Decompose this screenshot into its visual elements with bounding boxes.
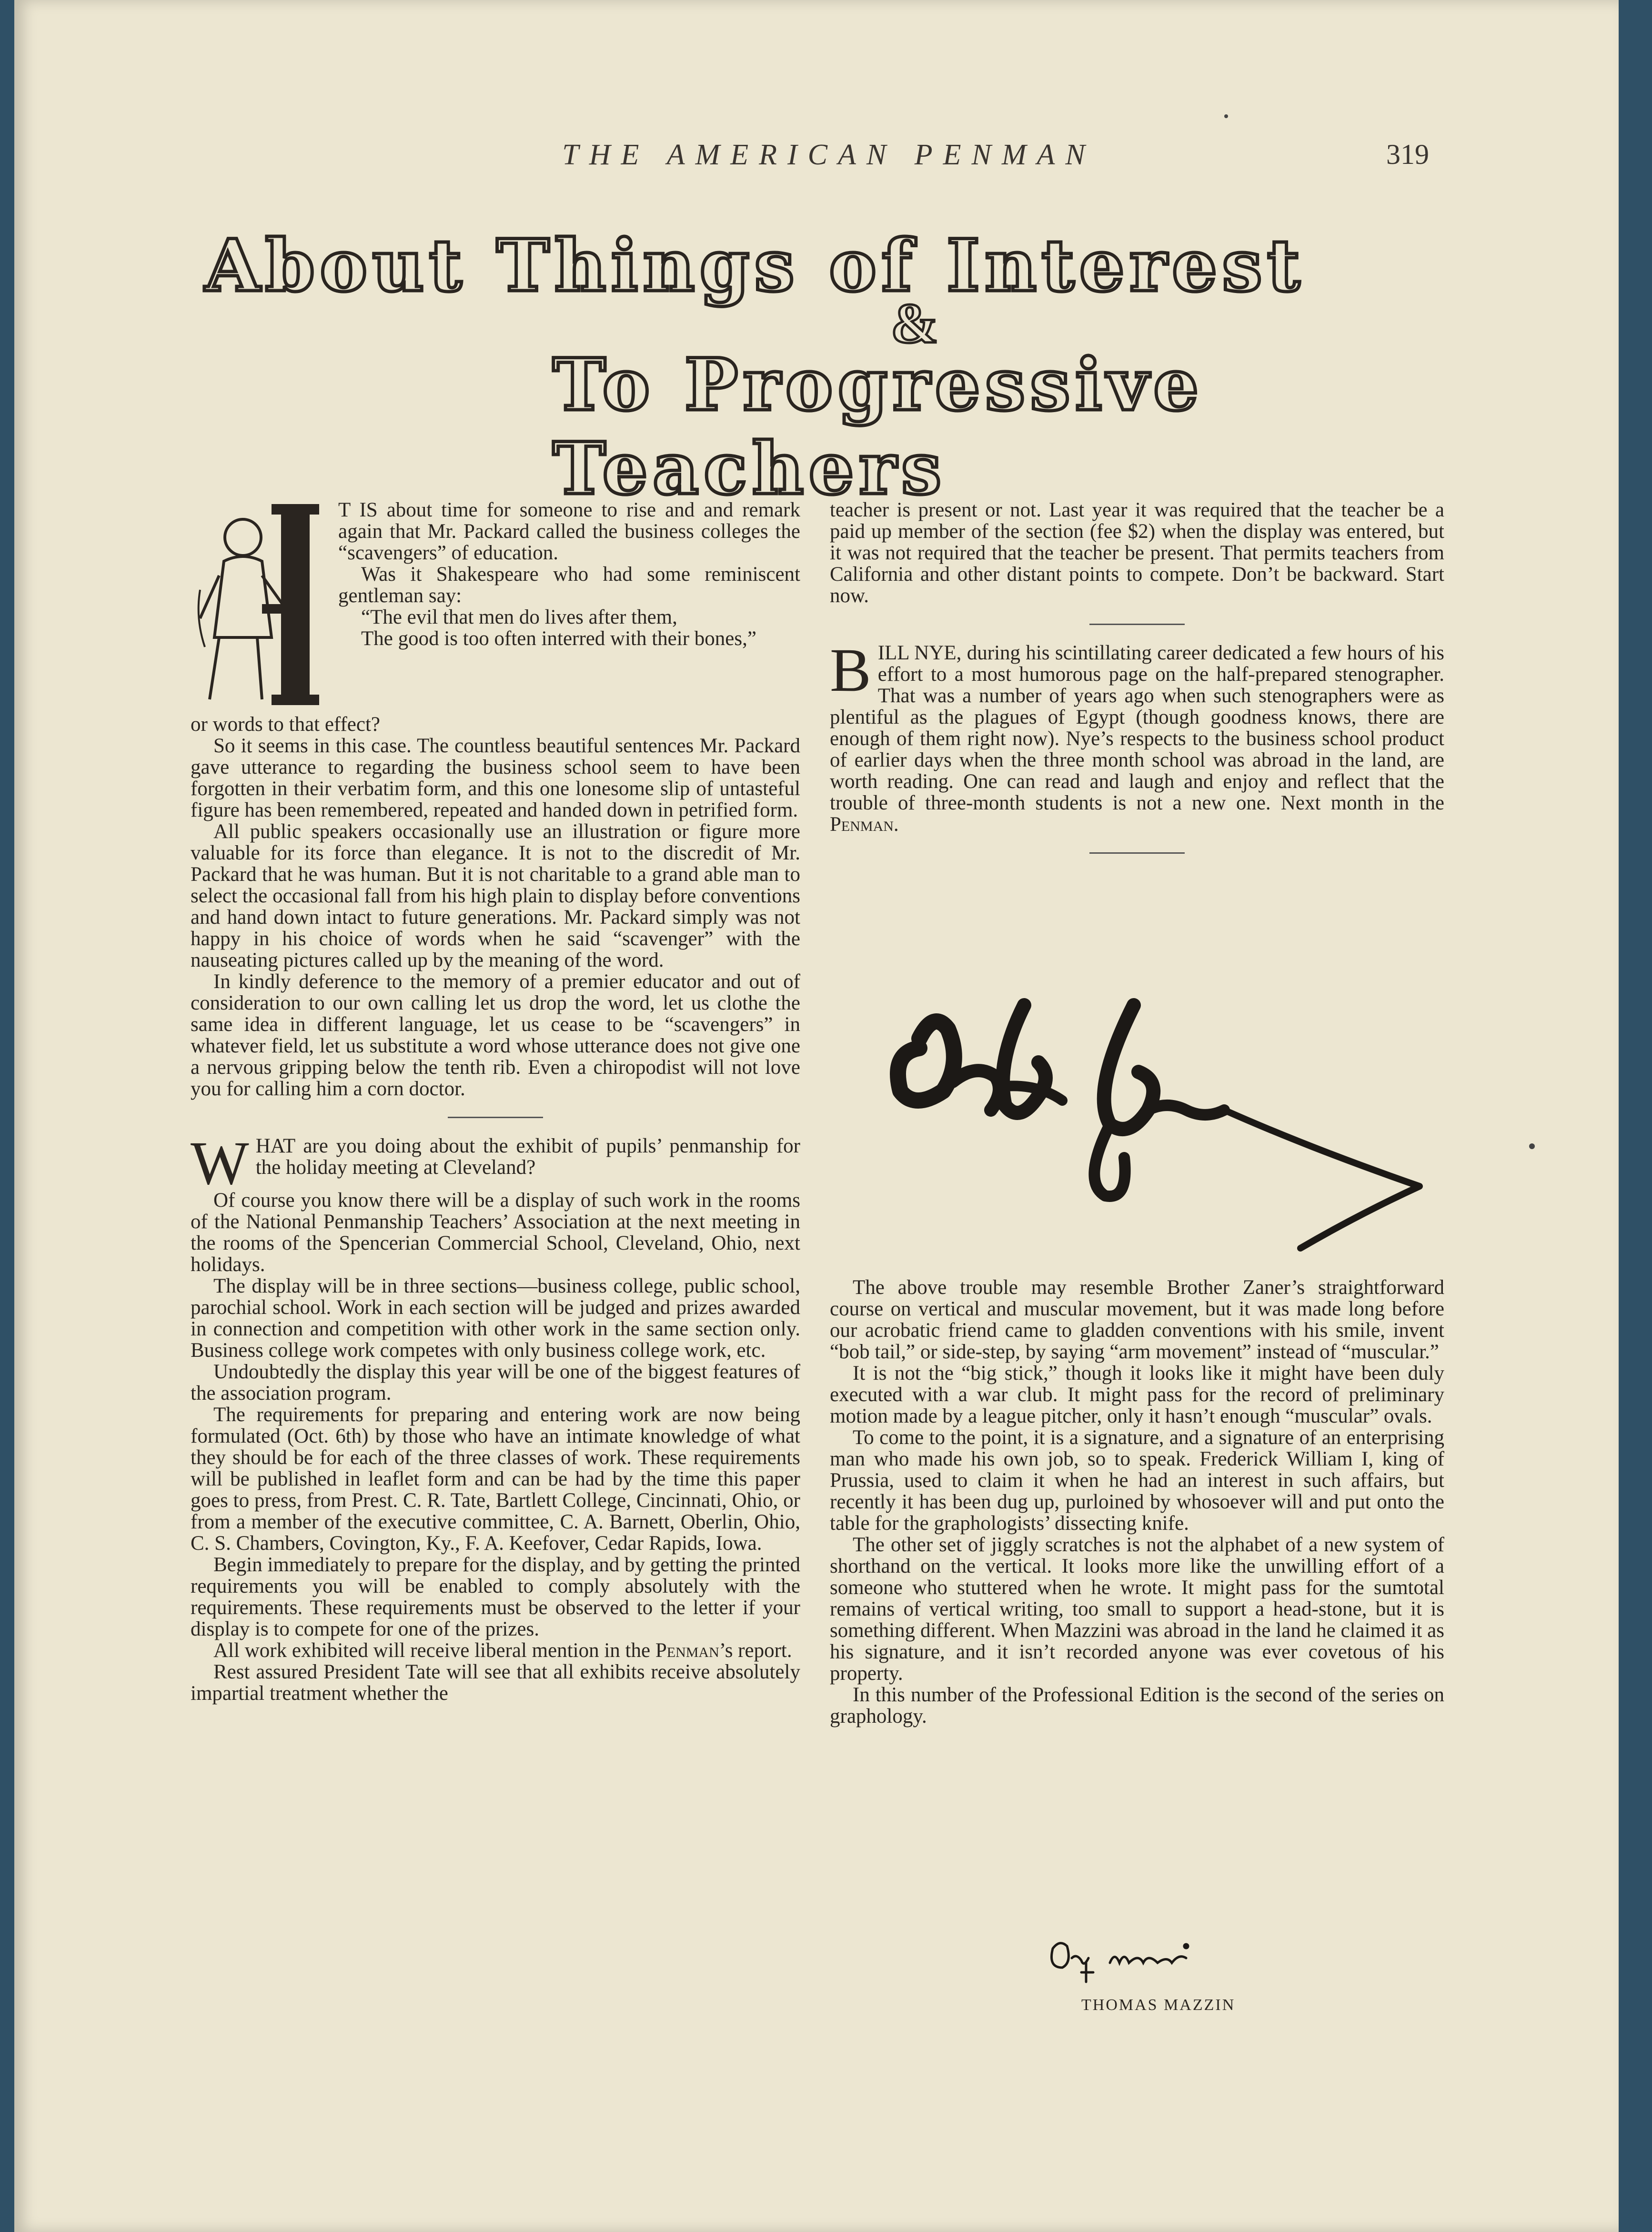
- article2-paragraph-5: The requirements for preparing and entering work are now being formulated (Oct. 6th) by those who have an intimate knowledge of what they should be for each of the three classes of work. These requirements will be published in leaflet form and can be had by the time this paper goes to press, from Prest. C. R. Tate, Bartlett College, Cincinnati, Ohio, or from a member of the executive committee, C. A. Barnett, Oberlin, Ohio, C. S. Chambers, Covington, Ky., F. A. Keefover, Cedar Rapids, Iowa.: [191, 1404, 800, 1555]
- article1-paragraph-4: So it seems in this case. The countless beautiful sentences Mr. Packard gave utterance to regarding the business school seem to have been forgotten in their verbatim form, and this one lonesome slip of untasteful figure has been remembered, repeated and handed down in petrified form.: [191, 735, 800, 821]
- article2-p7-text: All work exhibited will receive liberal mention in the: [213, 1639, 655, 1662]
- article1-paragraph-3: or words to that effect?: [191, 713, 381, 736]
- article2-p7-end: ’s report.: [719, 1639, 792, 1662]
- illustrated-drop-cap-icon: [191, 495, 329, 714]
- article2-paragraph-2: Of course you know there will be a display of such work in the rooms of the National Penmanship Teachers’ Association at the next meeting in the rooms of the Spencerian Commercial School, Cleveland, Ohio, next holidays.: [191, 1189, 800, 1276]
- signature-caption: THOMAS MAZZIN: [1081, 1996, 1236, 2014]
- article2-paragraph-4: Undoubtedly the display this year will be one of the biggest features of the association program.: [191, 1361, 800, 1404]
- section-divider: [448, 1117, 543, 1118]
- article1-paragraph-5: All public speakers occasionally use an illustration or figure more valuable for its force than elegance. It is not to the discredit of Mr. Packard that he was human. But it is not charitable to a grand able man to select the occasional fall from his high plain to display before conventions and hand down intact to future generations. Mr. Packard simply was not happy in his choice of words when he said “scavenger” with the nauseating pictures called up by the meaning of the word.: [191, 820, 800, 971]
- article1-quote-2: The good is too often interred with their bones,”: [361, 627, 756, 650]
- article4-paragraph-1: The above trouble may resemble Brother Zaner’s straightforward course on vertical and muscular movement, but it was made long before our acrobatic friend came to gladden conventions with his smile, invent “bob tail,” or side-step, by saying “arm movement” instead of “muscular.”: [830, 1276, 1444, 1363]
- page: [14, 0, 1619, 2232]
- page-speck: [1224, 114, 1228, 118]
- article1-paragraph-6: In kindly deference to the memory of a premier educator and out of consideration to our own calling let us drop the word, let us clothe the same idea in different language, let us cease to be “scavengers” in whatever field, let us substitute a word whose utterance does not give one a nervous gripping below the tenth rib. Even a chiropodist will not love you for calling him a corn doctor.: [191, 970, 800, 1100]
- section-divider: [1089, 852, 1185, 854]
- article4-paragraph-5: In this number of the Professional Edition is the second of the series on graphology.: [830, 1684, 1444, 1727]
- page-speck: [1529, 1143, 1535, 1149]
- article2-paragraph-7: [191, 1640, 800, 1661]
- drop-cap-w: W: [191, 1129, 249, 1198]
- page-number: 319: [1386, 139, 1429, 170]
- article2-paragraph-3: The display will be in three sections—business college, public school, parochial school. Work in each section will be judged and prizes awarded in connection and competition with other work in the same section only. Business college work competes with only business college work, etc.: [191, 1275, 800, 1362]
- article1-paragraph-2: Was it Shakespeare who had some reminiscent gentleman say:: [338, 563, 800, 607]
- right-column-bottom: [830, 1277, 1444, 1727]
- section-divider: [1089, 624, 1185, 625]
- article4-paragraph-3: To come to the point, it is a signature, and a signature of an enterprising man who made his own job, so to speak. Frederick William I, king of Prussia, used to claim it when he had an interest in such affairs, but recently it has been dug up, purloined by whosoever will and put onto the table for the graphologists’ dissecting knife.: [830, 1426, 1444, 1535]
- article4-paragraph-2: It is not the “big stick,” though it looks like it might have been duly executed with a war club. It might pass for the record of preliminary motion made by a league pitcher, only it hasn’t enough “muscular” ovals.: [830, 1362, 1444, 1427]
- article1-paragraph-1: T IS about time for someone to rise and and remark again that Mr. Packard called the business colleges the “scavengers” of education.: [338, 499, 800, 564]
- penman-smallcaps: Penman: [830, 813, 894, 836]
- right-column-top: [830, 499, 1444, 871]
- article4-paragraph-4: The other set of jiggly scratches is not the alphabet of a new system of shorthand on the vertical. It looks more like the unwilling effort of a someone who stuttered when he wrote. It might pass for the sumtotal remains of vertical writing, too small to support a head-stone, but it is something different. When Mazzini was abroad in the land he claimed it as his signature, and it isn’t recorded anyone was ever covetous of his property.: [830, 1534, 1444, 1685]
- article3-p1-text: ILL NYE, during his scintillating career dedicated a few hours of his effort to a most humorous page on the half-prepared stenographer. That was a number of years ago when such stenographers were as plentiful as the plagues of Egypt (though goodness knows, there are enough of them right now). Nye’s respects to the business school product of earlier days when the three month school was abroad in the land, are worth reading. One can read and laugh and enjoy and reflect that the trouble of three-month students is not a new one. Next month in the: [830, 642, 1444, 814]
- running-title: THE AMERICAN PENMAN: [562, 139, 1096, 171]
- article2-paragraph-6: Begin immediately to prepare for the display, and by getting the printed requirements you will be enabled to comply absolutely with the requirements. These requirements must be observed to the letter if your display is to compete for one of the prizes.: [191, 1554, 800, 1640]
- article3-p1-end: .: [893, 813, 899, 836]
- drop-cap-b: B: [830, 636, 871, 705]
- title-ampersand: &: [891, 292, 938, 355]
- title-line-1: About Things of Interest: [205, 224, 1305, 308]
- large-ink-signature-icon: [881, 967, 1429, 1253]
- article3-paragraph-1: [830, 636, 1444, 836]
- title-line-2: To Progressive Teachers: [553, 343, 1204, 511]
- article2-paragraph-9: teacher is present or not. Last year it was required that the teacher be a paid up member of the section (fee $2) when the display was entered, but it was not required that the teacher be present. That permits teachers from California and other distant points to compete. Don’t be backward. Start now.: [830, 499, 1444, 607]
- left-column: [191, 499, 800, 1704]
- article2-paragraph-1: HAT are you doing about the exhibit of pupils’ penmanship for the holiday meeting at Cleveland?: [255, 1135, 800, 1179]
- article1-quote-1: “The evil that men do lives after them,: [361, 606, 677, 628]
- article2-paragraph-8: Rest assured President Tate will see that all exhibits receive absolutely impartial treatment whether the: [191, 1661, 800, 1705]
- penman-smallcaps: Penman: [655, 1639, 719, 1662]
- mazzini-signature-icon: [1043, 1934, 1196, 1987]
